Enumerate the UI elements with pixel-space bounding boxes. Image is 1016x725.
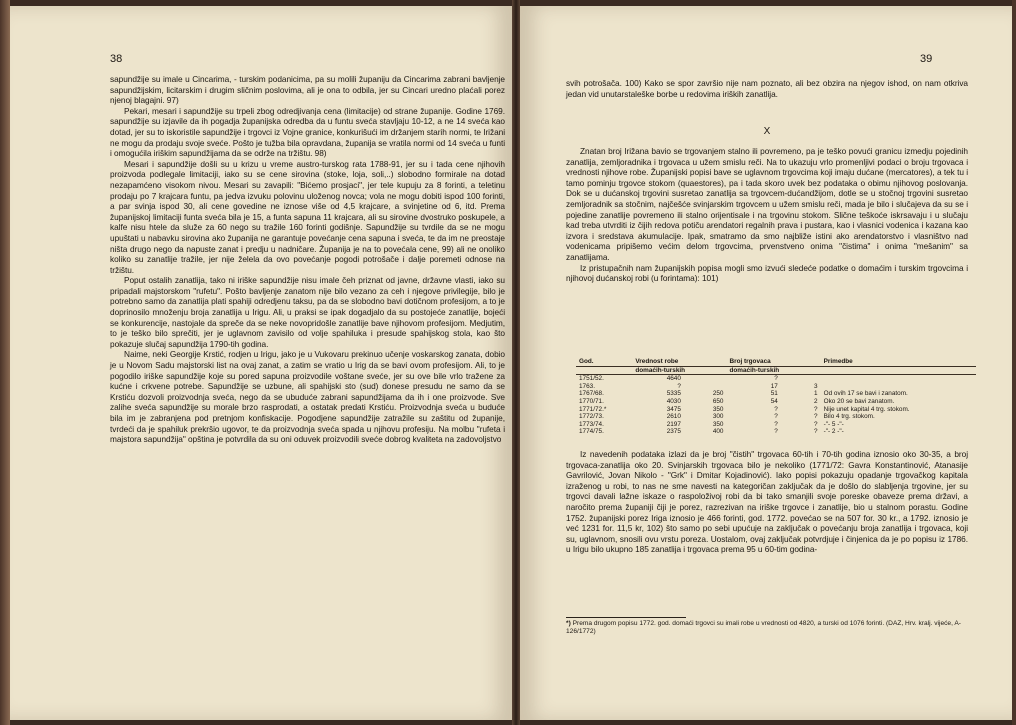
table-cell: 300: [712, 413, 724, 421]
paragraph: Iz navedenih podataka izlazi da je broj "čistih" trgovaca 60-tih i 70-tih godina iznosio oko 30-35, a broj trgovaca-zanatlija oko 20. Svinjarskih trgovaca bilo je nekoliko (1771/72: Gavra Konstantinović, Atanasije Gavrilović, Jovan Nikolo - "Grk" i Dmitar Kojadinović). Iako popisi pokazuju opadanje trgovačkog kapitala izraženog u robi, to nas ne sme navesti na kategoričan zaključak da je došlo do slabljenja trgovine, jer su trgovci davali lažne iskaze o raspoloživoj robi da bi tako smanjili svoje poreske obaveze prema državi, a naročito prema županiji čiji je porez, razrezivan na iriške trgovce i zanatlije, bio u stalnom porastu. Godine 1752. županijski porez Iriga iznosio je 466 forinti, god. 1772. povećao se na 507 for. 30 kr., a 1792. iznosio je već 1231 for. 11,5 kr, 102) što samo po sebi upućuje na zaključak o povećanju broja zanatlija i trgovaca, koji su, uglavnom, snosili ovu vrstu poreza. Uostalom, ovaj zaključak potvrdjuje i činjenica da je po popisu iz 1786. u Irigu bilo ukupno 185 zanatlija i trgovaca prema 95 u 60-tim godina-: [566, 449, 968, 555]
right-mid-text: [566, 146, 968, 284]
book-edge-right: [1012, 0, 1016, 725]
column-subheader: domaćih-turskih: [726, 366, 820, 375]
paragraph: sapundžije su imale u Cincarima, - turskim podanicima, pa su molili županiju da Cincarima zabrani bavljenje sapundžijskim, licitarskim i drugim sličnim poslovima, ali je ona to odbila, jer su Cincari uredno plaćali porez njenoj blagajni. 97): [110, 74, 505, 106]
table-cell: -"- 5 -"-: [823, 420, 844, 428]
left-page: [10, 6, 512, 720]
merchants-table: [576, 358, 976, 436]
column-subheader: [821, 366, 976, 375]
table-cell: 2: [814, 397, 818, 405]
paragraph: Iz pristupačnih nam županijskih popisa mogli smo izvući sledeće podatke o domaćim i turskim trgovcima i njihovoj dućanskoj robi (u forintama): 101): [566, 262, 968, 284]
paragraph: svih potrošača. 100) Kako se spor završio nije nam poznato, ali bez obzira na njegov ishod, on nam otkriva jedan vid unutarstaleške borbe u redovima iriških zanatlija.: [566, 78, 968, 99]
table-cell: -"- 2 -"-: [823, 428, 844, 436]
table-cell: ?: [774, 405, 778, 413]
table-row: [576, 428, 976, 436]
footnote-mark: *): [566, 620, 571, 627]
footnote: [566, 620, 968, 636]
section-number: X: [763, 126, 771, 137]
column-header: God.: [576, 358, 632, 366]
table-cell: 1763.: [579, 382, 595, 390]
table-cell: ?: [814, 413, 818, 421]
table-cell: ?: [774, 375, 778, 383]
table-cell: 2197: [666, 420, 681, 428]
table-cell: [821, 383, 976, 391]
table-row: [576, 406, 976, 414]
left-body-text: [110, 74, 505, 445]
book-edge-left: [0, 0, 10, 725]
table-row: [576, 390, 976, 398]
table-cell: ?: [774, 413, 778, 421]
table-cell: Bilo 4 trg. stokom.: [823, 413, 875, 421]
paragraph: Poput ostalih zanatlija, takо ni iriške sapundžije nisu imale čeh priznat od javne, državne vlasti, iako su pripadali majstorskom "rufetu". Pošto bavljenje zanatom nije bilo vezano za ceh i njegove privilegije, bilo je potrebno samo da zanatlija plati spahiji odredjenu taksu, pa da se slobodno bavi dotičnom profesijom, a to je doprinosilo množenju broja zanatlija u Irigu. Ali, u praksi se ipak dogadjalo da su postojeće zanatlije, bojeći se konkurencije, nastojale da spreče da se neke novoprіdošle zanatlije bave njihovom profesijom. Medjutim, to je teško bilo sprečiti, jer je uglavnom zavisilo od volje spahiluka i presude spahijskog stola, kao što pokazuje slučaj sapundžija 1790-tih godina.: [110, 275, 505, 349]
table-cell: 400: [712, 428, 724, 436]
table-body: [576, 375, 976, 436]
table-cell: 2610: [666, 413, 681, 421]
table-cell: [684, 375, 727, 383]
table-row: [576, 413, 976, 421]
table-cell: 1772/73.: [579, 413, 604, 421]
table-cell: ?: [814, 420, 818, 428]
right-page: [520, 6, 1012, 720]
column-subheader: domaćih-turskih: [632, 366, 726, 375]
table-cell: 250: [712, 390, 724, 398]
table-cell: ?: [677, 382, 681, 390]
table-cell: 1771/72.*: [579, 405, 607, 413]
table-cell: 17: [770, 382, 778, 390]
paragraph: Naime, neki Georgije Krstić, rodjen u Irigu, jako je u Vukovaru prekinuo učenje voskarskog zanata, dobio je u Novom Sadu majstorski list na ovaj zanat, a zatim se vratio u Irig da se bavi ovom profesijom. Ali, to je pogodilo iriške sapundžije koje su pored sapuna proizvodile voštane sveće, jer su ove bile vrlo tražene za kućne i crkvene potrebe. Sapundžije se uzbune, ali spahijski sto (sud) donese presudu ne samo da se Krstiću dozvoli proizvodnja sveća, nego da se ubuduće zabrani sapundžijama da ih i one proizvode. Sve zalihe sveća sapundžije su morale brzo rasprodati, a ostatak predati Krstiću. Proizvodnja sveća u buduće bila im je zabranjena pod pretnjom konfiskacije. Pogodjene sapundžije zatražile su zaštitu od županije, tvrdeći da je spahiluk prekršio ugovor, te da proizvodnja sveća spada u njihovu profesiju. Na molbu "rufeta i majstora sapundžija" opština je potvrdila da su oni oduvek proizvodili sveće dobrog kvaliteta na zadovoljstvo: [110, 349, 505, 445]
table-cell: 4030: [666, 397, 681, 405]
table-cell: 650: [712, 397, 724, 405]
table-cell: Oko 20 se bavi zanatom.: [823, 397, 895, 405]
right-top-text: [566, 78, 968, 99]
page-number: 39: [920, 53, 933, 65]
table-row: [576, 398, 976, 406]
table-cell: 350: [712, 420, 724, 428]
table-subheader-row: [576, 366, 976, 375]
table-header-row: [576, 358, 976, 366]
column-header: Primedbe: [821, 358, 976, 366]
table-row: [576, 375, 976, 383]
table-cell: 1767/68.: [579, 390, 604, 398]
paragraph: Pekari, mesari i sapundžije su trpeli zbog odredjivanja cena (limitacije) od strane županije. Godine 1769. sapundžije su izjavile da ih pogadja županijska odredba da u funtu sveća stavljaju 10-12, a ne 14 sveća kao dotad, jer su to iskoristile sapundžije i trgovci iz Vojne granice, konkurišući im držanjem starih normi, te Irižani ne mogu da prodaju svoje sveće. Pošto je tužba bila opravdana, županija se vratila normi od 14 sveća u funti i omogućila iriškim sapundžijama da se održe na tržištu. 98): [110, 105, 505, 159]
table-cell: [781, 375, 821, 383]
column-subheader: [576, 366, 632, 375]
table-cell: 51: [770, 390, 778, 398]
column-header: Broj trgovaca: [726, 358, 820, 366]
table-cell: Nije unet kapital 4 trg. stokom.: [823, 405, 910, 413]
table-cell: 1770/71.: [579, 397, 604, 405]
table-cell: Od ovih 17 se bavi i zanatom.: [823, 390, 908, 398]
table-cell: 3: [814, 382, 818, 390]
table-row: [576, 421, 976, 429]
paragraph: Znatan broj Irižana bavio se trgovanjem stalno ili povremeno, pa je teško povući granicu izmedju pojedinih zanatlija, zemljoradnika i trgovaca u užem smislu reči. Na to ukazuju vrlo promenljivi podaci o broju trgovaca i vrednosti njihove robe. Županijski popisi bave se uglavnom trgovcima koji imaju dućane (mercatores), a tek tu i tamo pominju trgovce stokom (quaestores), pa i tada skoro uvek bez podataka o obimu njihovog poslovanja. Dok se u dućanskoj trgovini susretao zanatlija sa trgovcem-dućandžijom, dotle se u stočnoj trgovini susretao zemljoradnik sa stočnim, najčešće svinjarskim trgovcem u užem smislu reči, mada je bilo i slučajeva da su se i pojedine zanatlije povremeno ili stalno orijentisale i na trgovinu stokom. Slične teškoće iskrsavaju i u slučaju kad treba utvrditi iz čijih redova potiču arendatori regalnih prava i pustara, kao i vlasnici vodenica i kazana kao izvora i sredstava akumulacije. Ipak, smatramo da smo najbliže istini ako arendatorstvo i vlasništvo nad vodenicama pripišemo većim delom trgovcima, prvenstveno onima "čistima" i onima "mešanim" sa zanatlijama.: [566, 146, 968, 262]
table-cell: ?: [774, 428, 778, 436]
table-cell: 54: [770, 397, 778, 405]
book-gutter: [512, 0, 520, 725]
table-cell: 1773/74.: [579, 420, 604, 428]
table-cell: 2375: [666, 428, 681, 436]
table-cell: 5335: [666, 390, 681, 398]
page-number: 38: [110, 53, 123, 65]
table-cell: 1774/75.: [579, 428, 604, 436]
table-cell: ?: [814, 405, 818, 413]
table-cell: ?: [774, 420, 778, 428]
footnote-text: Prema drugom popisu 1772. god. domaći trgovci su imali robe u vrednosti od 4820, a turski od 1076 forinti. (DAZ, Hrv. kralj. vijeće, A-126/1772): [566, 620, 961, 635]
paragraph: Mesari i sapundžije došli su u krizu u vreme austro-turskog rata 1788-91, jer su i tada cene njihovih proizvoda podlegale limitaciji, iako su se cene sirovina (stoke, loja, soli,..) slobodno formirale na dotad nezapamćeno visokom nivou. Mesari su zavapili: "Bićemo prosjaci", jer tele kupuju za 8 forinti, a teletinu prodaju po 7 krajcara funtu, pa jedva izvuku polovinu uloženog novca; vola ne mogu dobiti ispod 100 forinti, a par svinja ispod 30, ali cene govedine ne iznose više od 4,5 krajcare, a svinjetine od 6, itd. Prema županijskoj limitaciji funta sveća bila je 15, a funta sapuna 11 krajcara, ali su sirovine dvostruko poskupele, a kalfe nisu htele da služe za 60 nego su tražile 160 forinti godišnje. Sapundžije su tvrdile da se ne mogu upuštati u nabavku sirovina ako županija ne garantuje povećanje cena sapuna i sveća, te da im ne preostaje ništa drugo nego da napuste zanat i predju u nadničare. Županija je na to povećala cene, 99) ali ne onoliko koliko su zanatlije tražile, jer nije želela da ovo povećanje pogodi potrošače i dalje porеmeti odnose na tržištu.: [110, 158, 505, 275]
table-cell: 3475: [666, 405, 681, 413]
table-cell: ?: [814, 428, 818, 436]
table-cell: 1751/52.: [579, 375, 604, 383]
table-row: [576, 383, 976, 391]
table-cell: [684, 383, 727, 391]
footnote-divider: [566, 617, 686, 618]
column-header: Vrednost robe: [632, 358, 726, 366]
table-cell: [821, 375, 976, 383]
table-cell: 4640: [666, 375, 681, 383]
table-cell: 1: [814, 390, 818, 398]
right-bottom-text: [566, 449, 968, 555]
table-cell: 350: [712, 405, 724, 413]
